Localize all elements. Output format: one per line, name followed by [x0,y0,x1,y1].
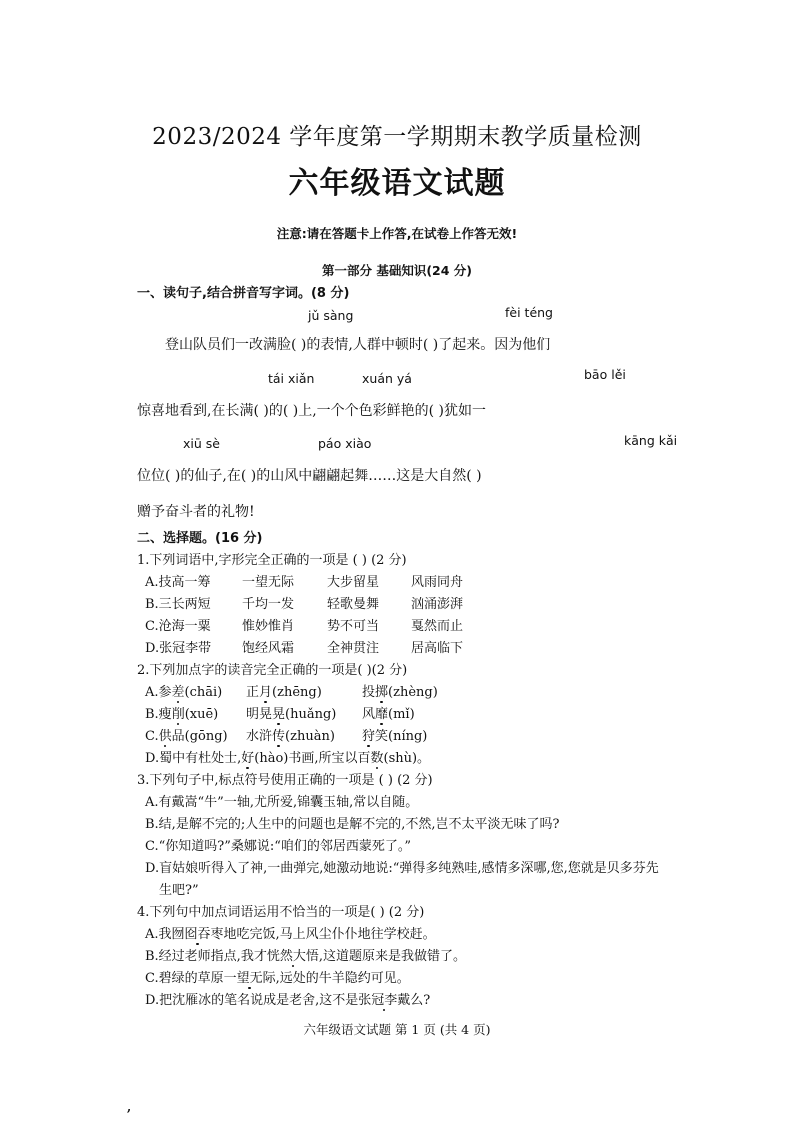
q2-stem: 2.下列加点字的读音完全正确的一项是( )(2 分) [137,663,408,678]
q4-option-a: A.我囫囵吞枣地吃完饭,马上风尘仆仆地往学校赶。 [145,927,436,942]
fill-line-3: 位位( )的仙子,在( )的山风中翩翩起舞……这是大自然( ) [137,468,482,484]
q3-option-a: A.有戴嵩“牛”一轴,尤所爱,锦囊玉轴,常以自随。 [145,795,419,810]
q1-option-c-2: 惟妙惟肖 [242,619,295,634]
pinyin-jusang: jǔ sàng [308,308,354,323]
q2-option-b-3: 风靡(mǐ) [362,707,415,722]
q3-option-c: C.“你知道吗?”桑娜说:“咱们的邻居西蒙死了。” [145,839,412,854]
q1-option-b-2: 千均一发 [242,597,295,612]
q2-option-a-1: A.参差(chāi) [145,685,223,700]
q3-option-d-line2: 生吧?” [159,883,199,898]
answer-notice: 注意:请在答题卡上作答,在试卷上作答无效! [276,226,518,241]
fill-line-2: 惊喜地看到,在长满( )的( )上,一个个色彩鲜艳的( )犹如一 [137,403,487,419]
q2-option-c-1: C.供品(gōng) [145,729,228,744]
q3-stem: 3.下列句子中,标点符号使用正确的一项是 ( ) (2 分) [137,773,433,788]
pinyin-xiuse: xiū sè [183,436,220,451]
q2-option-a-2: 正月(zhēng) [246,685,322,700]
q1-option-c-3: 势不可当 [327,619,380,634]
q1-option-a-2: 一望无际 [242,575,295,590]
q2-option-c-2: 水浒传(zhuàn) [246,729,335,744]
q1-option-a-3: 大步留星 [327,575,380,590]
pinyin-xuanya: xuán yá [362,371,412,386]
q1-option-c-1: C.沧海一粟 [145,619,211,634]
page-footer: 六年级语文试题 第 1 页 (共 4 页) [303,1022,491,1037]
pinyin-taixian: tái xiǎn [268,371,315,386]
q4-option-c: C.碧绿的草原一望无际,远处的牛羊隐约可见。 [145,971,410,986]
exam-subtitle: 六年级语文试题 [288,166,506,201]
scan-mark: , [127,1100,132,1114]
q1-option-b-4: 汹涌澎湃 [411,597,464,612]
q1-option-a-1: A.技高一筹 [145,575,211,590]
pinyin-kangkai: kāng kǎi [624,433,678,448]
q3-option-d-line1: D.盲姑娘听得入了神,一曲弹完,她激动地说:“弹得多纯熟哇,感情多深哪,您,您就是贝多芬先 [145,861,659,876]
exam-title: 2023/2024 学年度第一学期期末教学质量检测 [152,124,642,150]
fill-line-4: 赠予奋斗者的礼物! [137,504,255,520]
q1-option-d-4: 居高临下 [411,641,464,656]
q1-stem: 1.下列词语中,字形完全正确的一项是 ( ) (2 分) [137,553,407,568]
pinyin-paoxiao: páo xiào [318,436,372,451]
q1-option-c-4: 戛然而止 [411,619,464,634]
q2-option-b-1: B.瘦削(xuē) [145,707,219,722]
q1-option-d-2: 饱经风霜 [242,641,295,656]
section1-heading: 一、读句子,结合拼音写字词。(8 分) [137,286,350,301]
part-heading: 第一部分 基础知识(24 分) [321,263,473,278]
fill-line-1: 登山队员们一改满脸( )的表情,人群中顿时( )了起来。因为他们 [165,337,551,353]
q4-stem: 4.下列句中加点词语运用不恰当的一项是( ) (2 分) [137,905,425,920]
pinyin-baolei: bāo lěi [584,367,626,382]
q2-option-b-2: 明晃晃(huǎng) [246,707,337,722]
q2-option-a-3: 投掷(zhèng) [362,685,438,700]
q1-option-b-1: B.三长两短 [145,597,211,612]
q1-option-a-4: 风雨同舟 [411,575,464,590]
section2-heading: 二、选择题。(16 分) [137,531,263,546]
q4-option-d: D.把沈雁冰的笔名说成是老舍,这不是张冠李戴么? [145,993,431,1008]
q2-option-d: D.蜀中有杜处士,好(hào)书画,所宝以百数(shù)。 [145,751,431,766]
pinyin-feiteng: fèi téng [505,305,553,320]
q1-option-d-1: D.张冠李带 [145,641,212,656]
q1-option-b-3: 轻歌曼舞 [327,597,380,612]
q3-option-b: B.结,是解不完的;人生中的问题也是解不完的,不然,岂不太平淡无味了吗? [145,817,560,832]
q4-option-b: B.经过老师指点,我才恍然大悟,这道题原来是我做错了。 [145,949,466,964]
q1-option-d-3: 全神贯注 [327,641,380,656]
q2-option-c-3: 狩笑(níng) [362,729,428,744]
